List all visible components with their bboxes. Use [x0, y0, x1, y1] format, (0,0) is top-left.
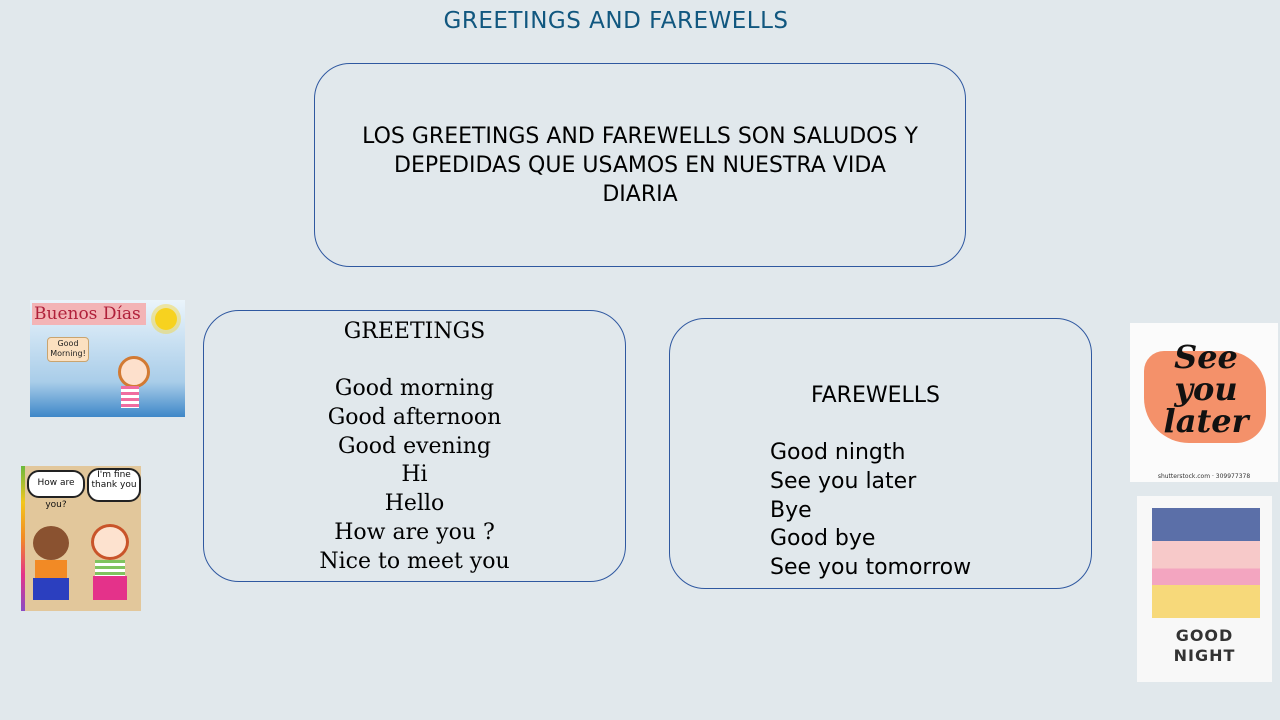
- lettering-line: you: [1174, 370, 1238, 408]
- greeting-item: Hi: [401, 462, 428, 488]
- greeting-item: Hello: [384, 491, 445, 517]
- lettering-line: See: [1174, 338, 1238, 376]
- bedroom-scene: [1152, 508, 1260, 618]
- farewell-item: Good bye: [770, 526, 876, 552]
- intro-line: LOS GREETINGS AND FAREWELLS SON SALUDOS Y: [362, 124, 918, 149]
- see-you-later-image: [1130, 323, 1278, 482]
- boy-icon: [33, 526, 69, 560]
- boy-pants: [33, 578, 69, 600]
- farewell-item: Good ningth: [770, 440, 906, 465]
- farewell-item: See you later: [770, 468, 917, 494]
- how-are-you-image: [21, 466, 141, 611]
- greeting-item: Good morning: [334, 376, 495, 401]
- slide-title: GREETINGS AND FAREWELLS: [443, 8, 789, 34]
- boy-shirt: [35, 560, 67, 578]
- bubble-line: Good: [57, 339, 79, 348]
- bubble-line: thank you: [91, 480, 137, 490]
- intro-text: [325, 122, 955, 209]
- im-fine-bubble: [87, 468, 141, 502]
- caption-line: GOOD: [1175, 626, 1234, 645]
- bubble-line: Morning!: [50, 349, 86, 358]
- good-morning-bubble: [47, 337, 89, 362]
- intro-line: DEPEDIDAS QUE USAMOS EN NUESTRA VIDA: [394, 153, 886, 178]
- farewell-item: Bye: [770, 497, 812, 523]
- greetings-box: [203, 310, 626, 582]
- girl-shirt: [95, 560, 125, 576]
- greetings-list: [204, 375, 625, 577]
- farewells-heading: FAREWELLS: [810, 383, 940, 408]
- sun-icon: [155, 308, 177, 330]
- farewells-box: [669, 318, 1092, 589]
- color-stripe: [21, 466, 25, 611]
- farewells-list: [770, 439, 971, 583]
- girl-head-icon: [118, 356, 150, 388]
- greeting-item: How are you ?: [334, 519, 495, 545]
- intro-box: [314, 63, 966, 267]
- girl-pants: [93, 576, 127, 600]
- good-night-caption: [1137, 626, 1272, 666]
- image-credit: shutterstock.com · 309977378: [1157, 473, 1251, 480]
- farewell-item: See you tomorrow: [770, 555, 972, 581]
- intro-line: DIARIA: [602, 182, 678, 207]
- girl-icon: [91, 524, 129, 560]
- girl-body-icon: [121, 386, 139, 408]
- greeting-item: Nice to meet you: [319, 548, 510, 574]
- buenos-dias-label: Buenos Días: [32, 303, 146, 325]
- bubble-line: I'm fine: [97, 470, 131, 480]
- see-you-later-lettering: [1144, 338, 1268, 440]
- lettering-line: later: [1163, 402, 1249, 440]
- greetings-heading: GREETINGS: [343, 319, 486, 344]
- how-are-you-bubble: How are you?: [27, 470, 85, 498]
- good-night-image: [1137, 496, 1272, 682]
- buenos-dias-image: [30, 300, 185, 417]
- caption-line: NIGHT: [1173, 646, 1236, 665]
- greeting-item: Good afternoon: [327, 404, 502, 430]
- greeting-item: Good evening: [337, 433, 492, 459]
